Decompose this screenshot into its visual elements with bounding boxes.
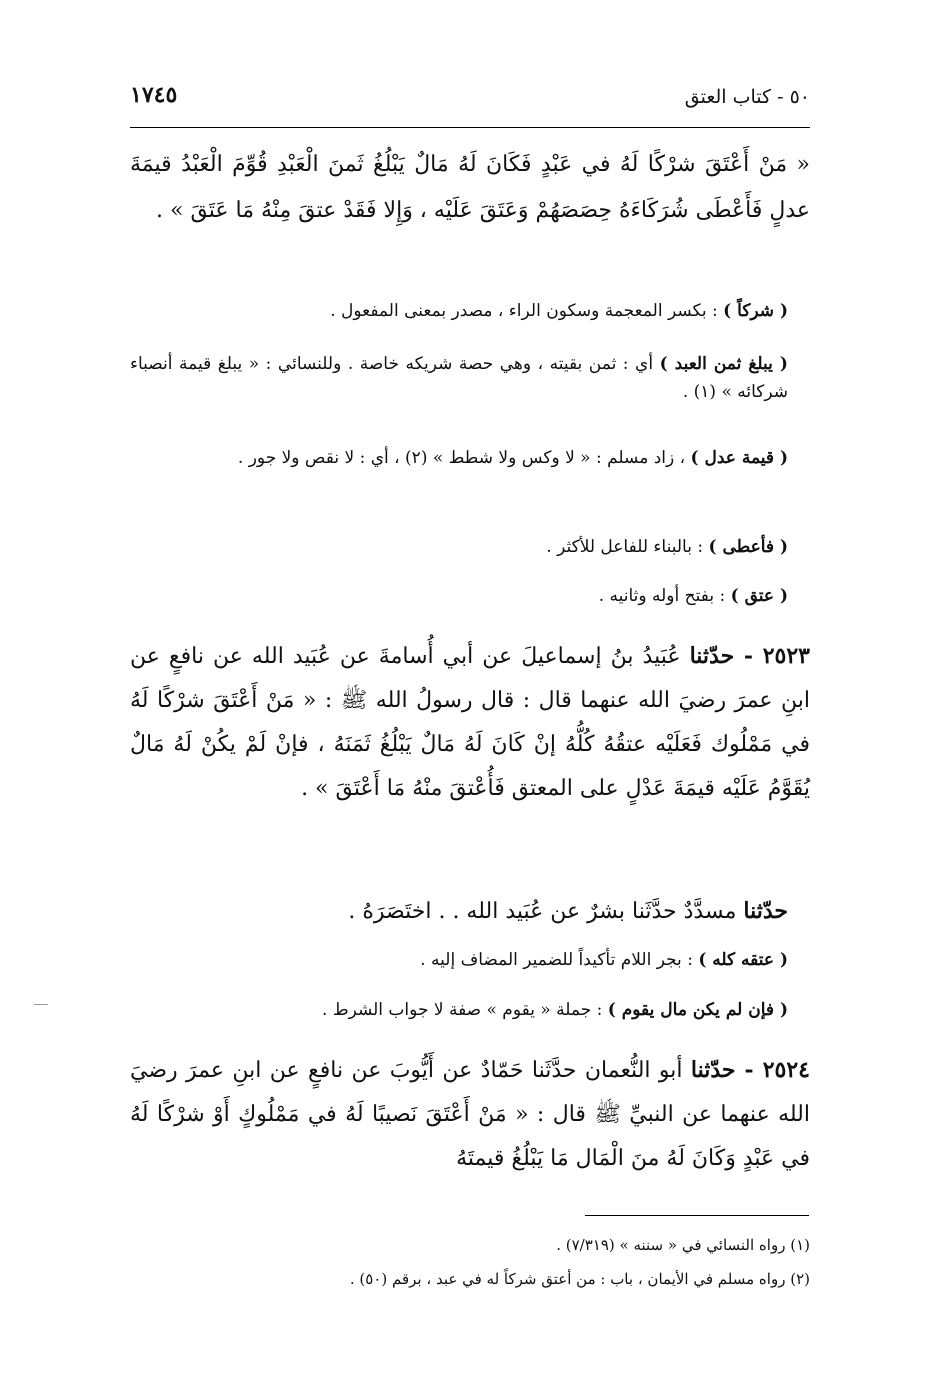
footnote-rule <box>585 1215 809 1216</box>
hadith-2523 <box>130 634 810 811</box>
hadith-text: عُبَيدُ بنُ إسماعيلَ عن أبي أُسامةَ عن عُبَيد الله عن نافعٍ عن ابنِ عمرَ رضيَ الله عنهما قال : قال رسولُ الله ﷺ : « مَنْ أَعْتَقَ شرْكًا لَهُ في مَمْلُوك فَعَلَيْه عتقُهُ كُلُّهُ إنْ كَانَ لَهُ مَالٌ يَبْلُغُ ثَمَنَهُ ، فإنْ لَمْ يكُنْ لَهُ مَالٌ يُقَوَّمُ عَلَيْه قيمَةَ عَدْلٍ على المعتق فَأُعْتقَ منْهُ مَا أَعْتَقَ » . <box>130 644 810 801</box>
hadith-number: ٢٥٢٤ - حدّثنا <box>690 1057 810 1083</box>
note-text: : بفتح أوله وثانيه . <box>598 586 731 606</box>
hadith-2524 <box>130 1048 810 1181</box>
note-text: : جملة « يقوم » صفة لا جواب الشرط . <box>322 1000 608 1020</box>
note-qimat-adl <box>130 438 810 478</box>
note-term: ( فإن لم يكن مال يقوم ) <box>607 1000 788 1020</box>
note-term: ( شركاً ) <box>723 301 788 321</box>
note-text: ، زاد مسلم : « لا وكس ولا شطط » (٢) ، أي : لا نقص ولا جور . <box>237 448 691 468</box>
note-ataq <box>130 582 810 610</box>
hadith-text: مسدَّدٌ حدَّثَنا بشرٌ عن عُبَيد الله . . اختَصَرَهُ . <box>348 899 744 924</box>
hadith-text: « مَنْ أَعْتَقَ شرْكًا لَهُ في عَبْدٍ فَكَانَ لَهُ مَالٌ يَبْلُغُ ثَمنَ الْعَبْدِ قُوِّمَ الْعَبْدُ قيمَةَ عدلٍ فَأَعْطَى شُرَكَاءَهُ حِصَصَهُمْ وَعَتَقَ عَلَيْه ، وَإِلا فَقَدْ عتقَ مِنْهُ مَا عَتَقَ » . <box>130 152 810 223</box>
note-term: ( عتقه كله ) <box>698 950 788 970</box>
note-text: : بجر اللام تأكيداً للضمير المضاف إليه . <box>420 950 699 970</box>
note-term: ( فأعطى ) <box>708 537 788 557</box>
note-text: : بكسر المعجمة وسكون الراء ، مصدر بمعنى المفعول . <box>330 301 724 321</box>
note-term: ( عتق ) <box>730 586 788 606</box>
running-header <box>130 82 810 118</box>
hadith-opening: حدّثنا <box>743 898 788 924</box>
note-term: ( يبلغ ثمن العبد ) <box>659 354 788 374</box>
note-fain-lam <box>130 996 810 1024</box>
footnote-1: (١) رواه النسائي في « سننه » (٧/٣١٩) . <box>556 1236 810 1254</box>
page-number: ١٧٤٥ <box>130 82 178 108</box>
note-term: ( قيمة عدل ) <box>690 448 788 468</box>
note-text: أي : ثمن بقيته ، وهي حصة شريكه خاصة . وللنسائي : « يبلغ قيمة أنصباء شركائه » (١) . <box>130 354 788 402</box>
footnote-2: (٢) رواه مسلم في الأيمان ، باب : من أعتق شركاً له في عبد ، برقم (٥٠) . <box>349 1270 810 1288</box>
header-rule <box>130 127 810 128</box>
note-itquhu-kulluh <box>130 946 810 974</box>
note-yablugh <box>130 350 810 406</box>
hadith-number: ٢٥٢٣ - حدّثنا <box>689 643 810 669</box>
note-shirkan <box>130 297 810 325</box>
hadith-continuation <box>130 142 810 234</box>
chapter-title: ٥٠ - كتاب العتق <box>684 86 810 108</box>
hadith-2523-sanad <box>130 888 810 935</box>
note-faatah <box>130 533 810 561</box>
margin-mark <box>34 1004 48 1005</box>
hadith-text: أبو النُّعمان حدَّثَنا حَمّادٌ عن أَيُّوبَ عن نافعٍ عن ابنِ عمرَ رضيَ الله عنهما عن النبيِّ ﷺ قال : « مَنْ أَعْتَقَ نَصيبًا لَهُ في مَمْلُوكٍ أَوْ شرْكًا لَهُ في عَبْدٍ وَكَانَ لَهُ منَ الْمَال مَا يَبْلُغُ قيمتَهُ <box>130 1058 810 1171</box>
note-text: : بالبناء للفاعل للأكثر . <box>546 537 709 557</box>
